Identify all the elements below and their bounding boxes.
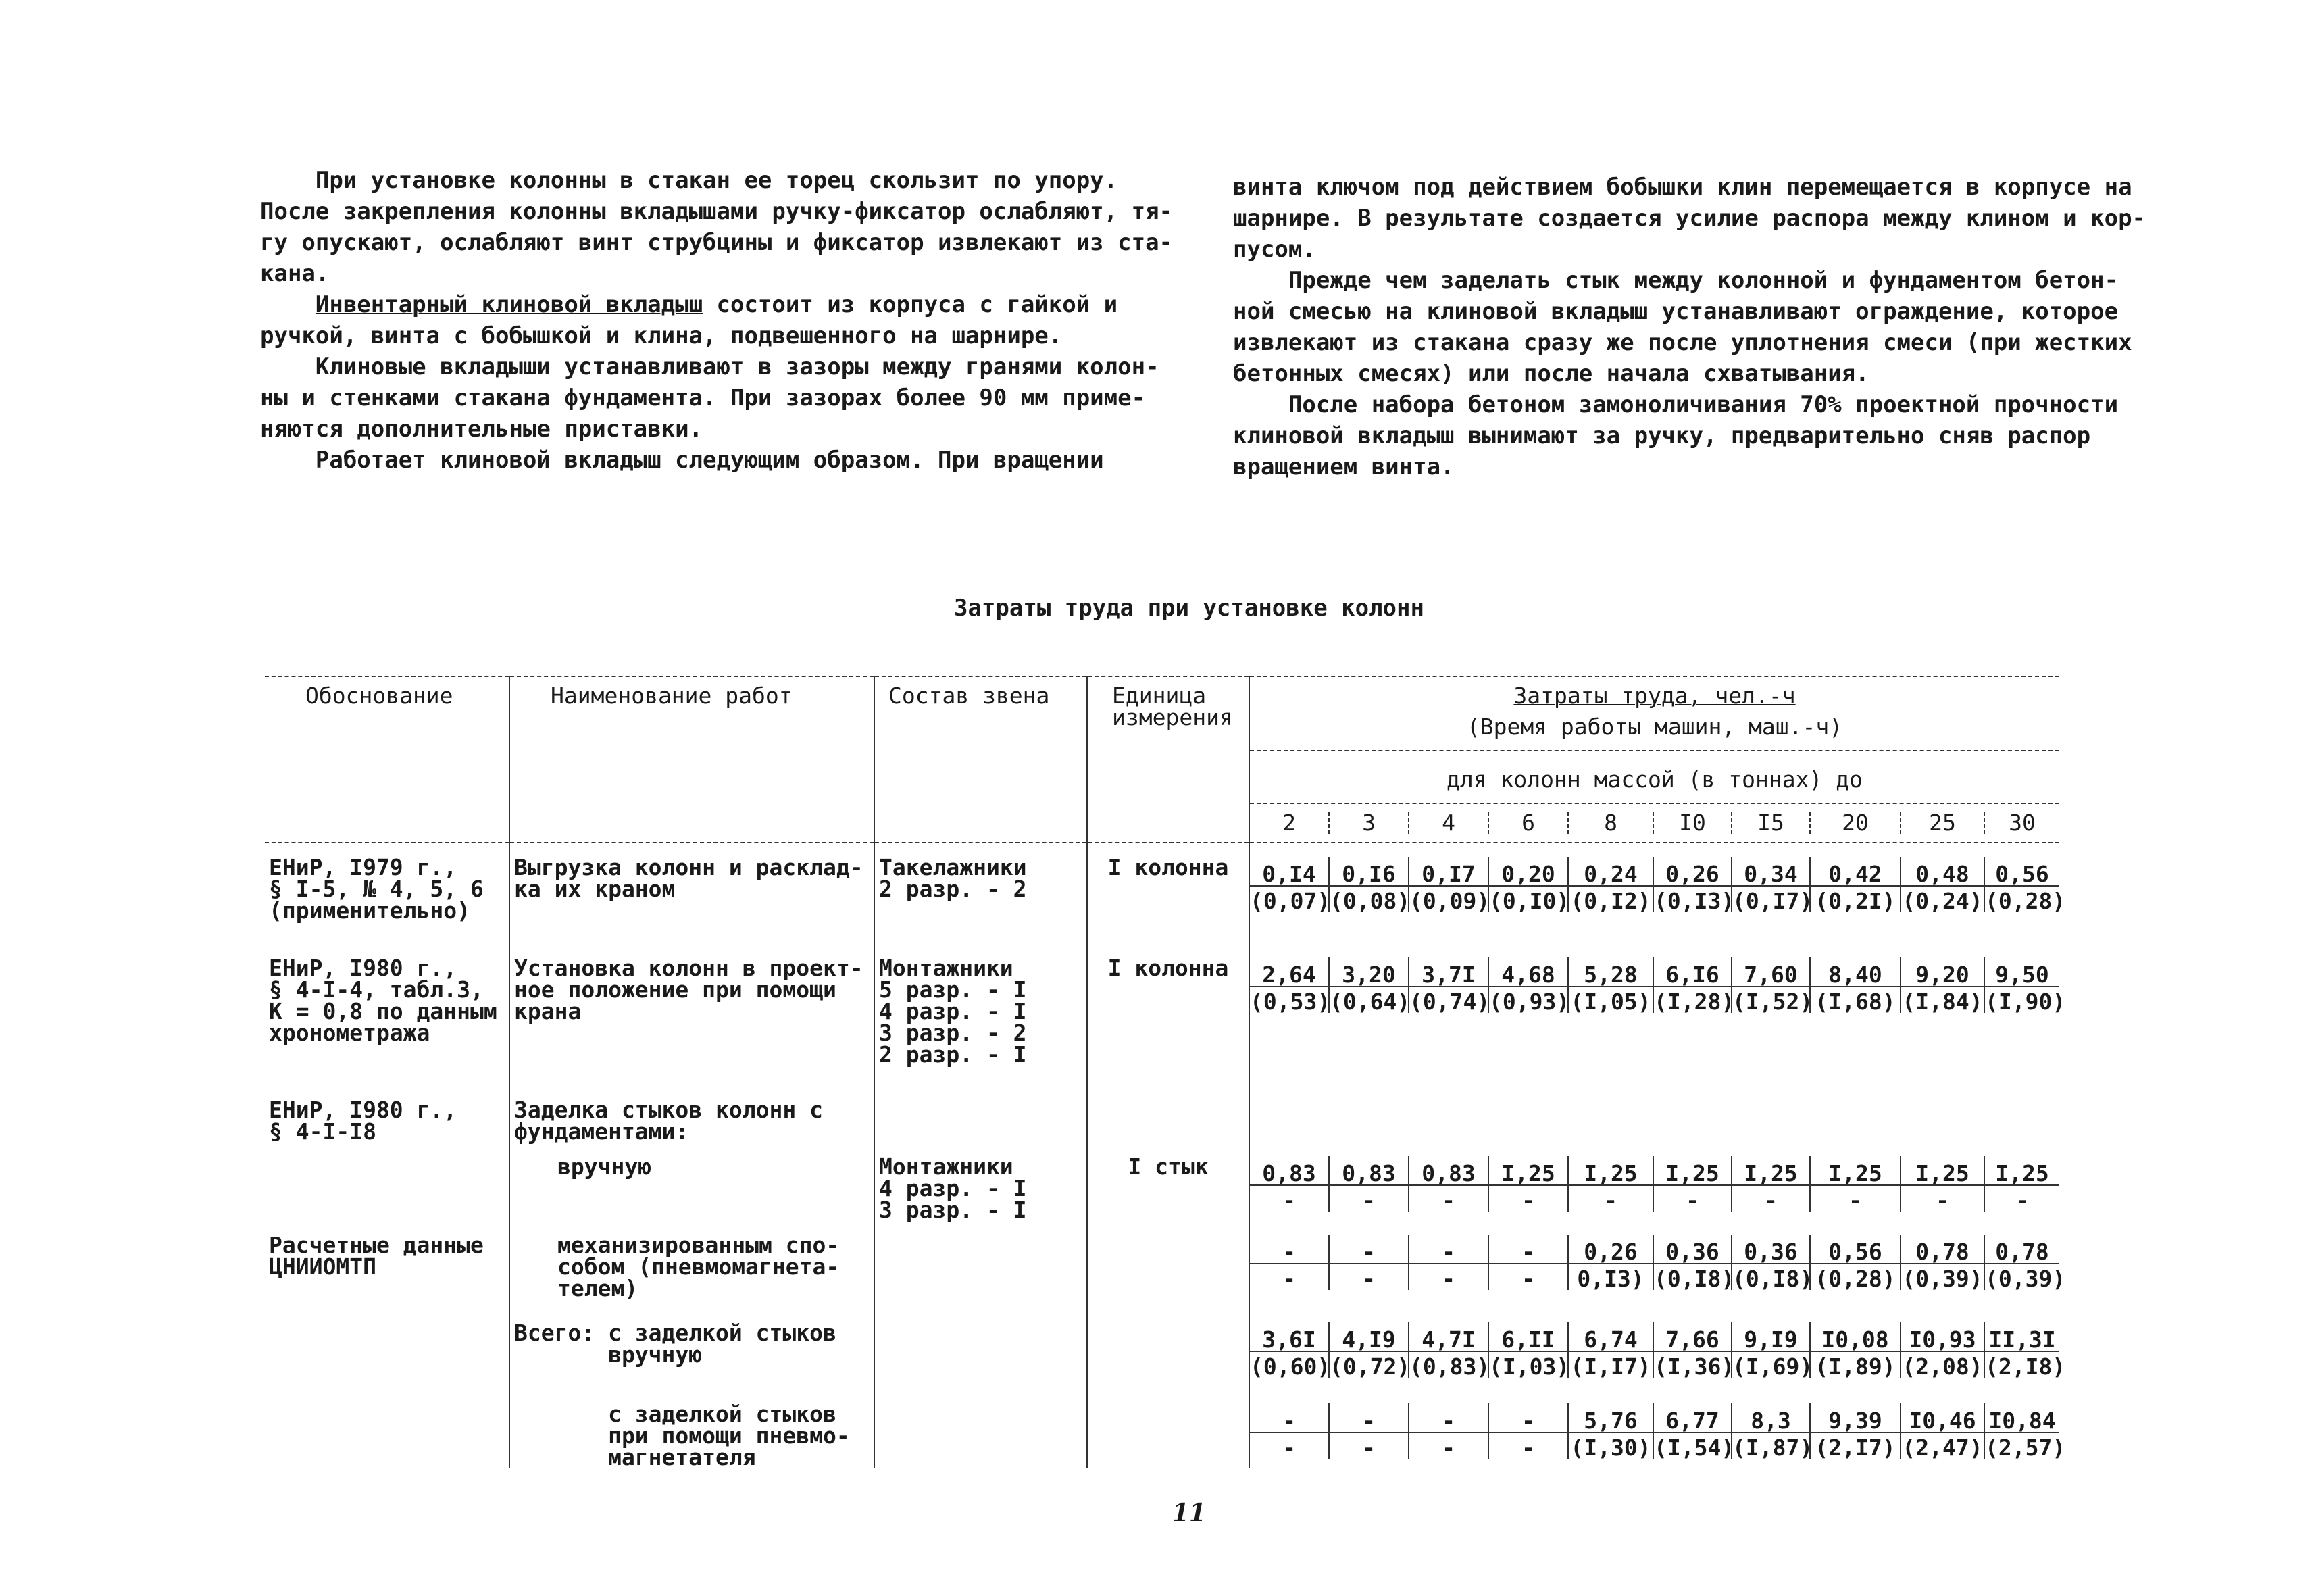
labor-value: 4,68 bbox=[1489, 957, 1567, 987]
machine-time-value: (I,03) bbox=[1489, 1353, 1570, 1380]
text-line: ной смесью на клиновой вкладыш устанавливают ограждение, которое bbox=[1233, 298, 2119, 325]
machine-time-value: (0,74) bbox=[1409, 989, 1490, 1015]
labor-value: 9,50 bbox=[1985, 957, 2059, 987]
value-cell bbox=[1811, 857, 1901, 912]
machine-time-value: - bbox=[1521, 1187, 1535, 1214]
cell-basis bbox=[265, 1309, 509, 1390]
table-caption: Затраты труда при установке колонн bbox=[954, 595, 1424, 622]
value-cell bbox=[1250, 857, 1330, 912]
labor-value: 0,36 bbox=[1732, 1235, 1809, 1264]
cell-values bbox=[1249, 944, 2066, 1086]
machine-time-value: (2,I8) bbox=[1985, 1353, 2066, 1380]
machine-time-value: (0,93) bbox=[1489, 989, 1570, 1015]
labor-value: I0,93 bbox=[1901, 1322, 1984, 1352]
machine-time-value: (0,60) bbox=[1250, 1353, 1331, 1380]
value-cell bbox=[1409, 1322, 1489, 1378]
mass-header-cell: 4 bbox=[1409, 812, 1489, 834]
value-cell bbox=[1409, 1235, 1489, 1290]
cell-work: Всего: с заделкой стыков вручную bbox=[509, 1309, 874, 1390]
header-unit: Единица измерения bbox=[1087, 676, 1249, 843]
mass-header-cell: I5 bbox=[1732, 812, 1811, 834]
table-row bbox=[265, 1143, 2059, 1221]
machine-time-value: (I,05) bbox=[1570, 989, 1651, 1015]
cell-unit bbox=[1087, 1221, 1249, 1309]
value-cell bbox=[1409, 1156, 1489, 1212]
text-line: Клиновые вкладыши устанавливают в зазоры между гранями колон- bbox=[260, 353, 1159, 380]
cell-basis: Расчетные данные ЦНИИОМТП bbox=[265, 1221, 509, 1309]
value-cell bbox=[1654, 957, 1735, 1015]
labor-value: 6,II bbox=[1489, 1322, 1567, 1352]
table-row bbox=[265, 1086, 2059, 1143]
machine-time-value: (0,53) bbox=[1250, 989, 1331, 1015]
machine-time-value: (I,30) bbox=[1570, 1435, 1651, 1461]
header-crew: Состав звена bbox=[874, 676, 1087, 843]
cell-values bbox=[1249, 1390, 2066, 1468]
mass-header-cell: 2 bbox=[1250, 812, 1330, 834]
machine-time-value: (I,87) bbox=[1732, 1435, 1813, 1461]
cell-values bbox=[1249, 1309, 2066, 1390]
labor-value: - bbox=[1250, 1403, 1328, 1433]
machine-time-value: (2,I7) bbox=[1815, 1435, 1896, 1461]
machine-time-value: (I,I7) bbox=[1570, 1353, 1651, 1380]
value-cell bbox=[1569, 1403, 1654, 1459]
value-cell bbox=[1901, 1156, 1985, 1212]
value-cell bbox=[1811, 957, 1901, 1013]
value-cell bbox=[1901, 1235, 1985, 1290]
text-line: Работает клиновой вкладыш следующим образом. При вращении bbox=[260, 447, 1104, 474]
labor-value: 6,74 bbox=[1569, 1322, 1653, 1352]
mass-header-cell: 30 bbox=[2009, 809, 2036, 836]
labor-value: 5,28 bbox=[1569, 957, 1653, 987]
cell-basis: ЕНиР, I980 г., § 4-I-4, табл.3, К = 0,8 по данным хронометража bbox=[265, 944, 509, 1086]
value-cell bbox=[1732, 1322, 1811, 1378]
mass-header-cell: 8 bbox=[1569, 812, 1654, 834]
machine-time-value: 0,I3) bbox=[1577, 1266, 1644, 1292]
labor-value: II,3I bbox=[1985, 1322, 2059, 1352]
value-cell bbox=[1250, 1156, 1330, 1212]
value-cell bbox=[1985, 857, 2066, 914]
cell-basis: ЕНиР, I980 г., § 4-I-I8 bbox=[265, 1086, 509, 1143]
labor-value: I,25 bbox=[1654, 1156, 1731, 1186]
labor-value: I,25 bbox=[1985, 1156, 2059, 1186]
machine-time-value: (0,2I) bbox=[1815, 888, 1896, 914]
value-cell bbox=[1654, 1235, 1735, 1292]
machine-time-value: - bbox=[1282, 1187, 1296, 1214]
machine-time-value: (0,I0) bbox=[1489, 888, 1570, 914]
page-number: 11 bbox=[1172, 1499, 1207, 1527]
machine-time-value: (0,08) bbox=[1330, 888, 1411, 914]
value-cell bbox=[1732, 857, 1811, 912]
text-line: После набора бетоном замоноличивания 70% проектной прочности bbox=[1233, 391, 2119, 418]
value-cell bbox=[1489, 1235, 1569, 1290]
labor-value: 5,76 bbox=[1569, 1403, 1653, 1433]
header-cost-title: Затраты труда, чел.-ч bbox=[1513, 682, 1796, 709]
machine-time-value: (I,89) bbox=[1815, 1353, 1896, 1380]
cell-unit: I колонна bbox=[1087, 944, 1249, 1086]
machine-time-value: (I,84) bbox=[1902, 989, 1983, 1015]
cell-work: Заделка стыков колонн с фундаментами: bbox=[509, 1086, 874, 1143]
machine-time-value: - bbox=[1282, 1435, 1296, 1461]
labor-value: 4,7I bbox=[1409, 1322, 1488, 1352]
machine-time-value: - bbox=[1442, 1435, 1455, 1461]
left-text-column bbox=[260, 165, 1173, 476]
cell-work: Установка колонн в проект- ное положение при помощи крана bbox=[509, 944, 874, 1086]
labor-value: 0,24 bbox=[1569, 857, 1653, 887]
machine-time-value: - bbox=[1442, 1187, 1455, 1214]
text-line: Прежде чем заделать стык между колонной и фундаментом бетон- bbox=[1233, 267, 2119, 294]
labor-value: 0,34 bbox=[1732, 857, 1809, 887]
machine-time-value: - bbox=[1521, 1435, 1535, 1461]
cell-basis bbox=[265, 1390, 509, 1468]
value-cell bbox=[1654, 1322, 1735, 1380]
table-row bbox=[265, 1221, 2059, 1309]
text-line: вращением винта. bbox=[1233, 453, 1455, 480]
text-line: извлекают из стакана сразу же после уплотнения смеси (при жестких bbox=[1233, 329, 2132, 356]
cell-crew: Монтажники 4 разр. - I 3 разр. - I bbox=[874, 1143, 1087, 1221]
cell-crew: Такелажники 2 разр. - 2 bbox=[874, 843, 1087, 944]
labor-value: 0,78 bbox=[1985, 1235, 2059, 1264]
cell-basis bbox=[265, 1143, 509, 1221]
value-cell bbox=[1901, 1322, 1985, 1378]
machine-time-value: (I,69) bbox=[1732, 1353, 1813, 1380]
machine-time-value: - bbox=[1282, 1266, 1296, 1292]
value-cell bbox=[1654, 1156, 1732, 1212]
machine-time-value: (I,90) bbox=[1985, 989, 2066, 1015]
labor-value: - bbox=[1330, 1403, 1408, 1433]
labor-value: - bbox=[1409, 1403, 1488, 1433]
labor-value: I,25 bbox=[1901, 1156, 1984, 1186]
labor-value: 9,I9 bbox=[1732, 1322, 1809, 1352]
cell-unit bbox=[1087, 1309, 1249, 1390]
machine-time-value: (I,36) bbox=[1654, 1353, 1735, 1380]
text-line: При установке колонны в стакан ее торец скользит по упору. bbox=[260, 167, 1118, 194]
machine-time-value: - bbox=[1848, 1187, 1862, 1214]
value-cell bbox=[1409, 857, 1489, 912]
labor-value: - bbox=[1250, 1235, 1328, 1264]
text-line: шарнире. В результате создается усилие распора между клином и кор- bbox=[1233, 205, 2146, 232]
labor-value: 0,I4 bbox=[1250, 857, 1328, 887]
value-cell bbox=[1330, 1322, 1409, 1378]
cell-values bbox=[1249, 1086, 2059, 1143]
value-cell bbox=[1489, 1322, 1569, 1378]
text-line: кана. bbox=[260, 260, 330, 287]
mass-header-cell: 20 bbox=[1811, 812, 1901, 834]
machine-time-value: (0,64) bbox=[1330, 989, 1411, 1015]
text-line: пусом. bbox=[1233, 236, 1316, 263]
mass-header-cells bbox=[1250, 803, 2059, 842]
machine-time-value: (0,I2) bbox=[1570, 888, 1651, 914]
labor-value: 0,83 bbox=[1330, 1156, 1408, 1186]
labor-value: 0,83 bbox=[1409, 1156, 1488, 1186]
value-cell bbox=[1811, 1403, 1901, 1459]
table-row bbox=[265, 843, 2059, 944]
table-row bbox=[265, 944, 2059, 1086]
value-cell bbox=[1811, 1156, 1901, 1212]
machine-time-value: (0,I7) bbox=[1732, 888, 1813, 914]
mass-header-cell: 25 bbox=[1901, 812, 1985, 834]
value-cell bbox=[1569, 857, 1654, 912]
value-cell bbox=[1901, 1403, 1985, 1459]
cell-work: вручную bbox=[509, 1143, 874, 1221]
labor-value: - bbox=[1489, 1235, 1567, 1264]
machine-time-value: - bbox=[1521, 1266, 1535, 1292]
mass-header-cell: 3 bbox=[1330, 812, 1409, 834]
table-row bbox=[265, 1309, 2059, 1390]
value-cell bbox=[1489, 1403, 1569, 1459]
text-line: ручкой, винта с бобышкой и клина, подвешенного на шарнире. bbox=[260, 322, 1063, 349]
cell-values bbox=[1249, 1143, 2059, 1221]
value-cell bbox=[1901, 957, 1985, 1013]
labor-value: 0,56 bbox=[1985, 857, 2059, 887]
value-cell bbox=[1489, 957, 1569, 1013]
machine-time-value: - bbox=[1362, 1266, 1376, 1292]
value-cell bbox=[1985, 957, 2066, 1015]
value-cell bbox=[1732, 1156, 1811, 1212]
machine-time-value: (0,07) bbox=[1250, 888, 1331, 914]
value-cell bbox=[1732, 1235, 1811, 1290]
labor-value: 0,26 bbox=[1654, 857, 1731, 887]
cell-crew bbox=[874, 1390, 1087, 1468]
machine-time-value: (0,83) bbox=[1409, 1353, 1490, 1380]
labor-value: 0,26 bbox=[1569, 1235, 1653, 1264]
labor-value: I,25 bbox=[1811, 1156, 1900, 1186]
value-cell bbox=[1250, 1403, 1330, 1459]
value-cell bbox=[1330, 857, 1409, 912]
value-cell bbox=[1985, 1322, 2066, 1380]
table-header bbox=[265, 676, 2059, 843]
machine-time-value: (0,72) bbox=[1330, 1353, 1411, 1380]
machine-time-value: - bbox=[2015, 1187, 2029, 1214]
labor-value: I,25 bbox=[1569, 1156, 1653, 1186]
machine-time-value: - bbox=[1604, 1187, 1617, 1214]
machine-time-value: (0,28) bbox=[1985, 888, 2066, 914]
machine-time-value: (0,I8) bbox=[1732, 1266, 1813, 1292]
value-cell bbox=[1489, 857, 1569, 912]
cell-values bbox=[1249, 843, 2066, 944]
labor-value: I0,08 bbox=[1811, 1322, 1900, 1352]
text-line: ны и стенками стакана фундамента. При зазорах более 90 мм приме- bbox=[260, 384, 1146, 412]
labor-value: 4,I9 bbox=[1330, 1322, 1408, 1352]
labor-value: 0,I6 bbox=[1330, 857, 1408, 887]
value-cell bbox=[1811, 1235, 1901, 1290]
cell-values bbox=[1249, 1221, 2066, 1309]
labor-value: I0,84 bbox=[1985, 1403, 2059, 1433]
header-basis: Обоснование bbox=[265, 676, 509, 843]
machine-time-value: (0,39) bbox=[1902, 1266, 1983, 1292]
machine-time-value: (2,08) bbox=[1902, 1353, 1983, 1380]
machine-time-value: (2,57) bbox=[1985, 1435, 2066, 1461]
labor-value: 0,78 bbox=[1901, 1235, 1984, 1264]
labor-value: 8,40 bbox=[1811, 957, 1900, 987]
cell-unit: I стык bbox=[1087, 1143, 1249, 1221]
header-mass-title: для колонн массой (в тоннах) до bbox=[1250, 750, 2059, 803]
text-line: винта ключом под действием бобышки клин перемещается в корпусе на bbox=[1233, 174, 2132, 201]
mass-header-cell: I0 bbox=[1654, 812, 1732, 834]
labor-value: 0,42 bbox=[1811, 857, 1900, 887]
cell-unit: I колонна bbox=[1087, 843, 1249, 944]
labor-value: I,25 bbox=[1489, 1156, 1567, 1186]
labor-value: 0,I7 bbox=[1409, 857, 1488, 887]
machine-time-value: (2,47) bbox=[1902, 1435, 1983, 1461]
value-cell bbox=[1330, 1235, 1409, 1290]
labor-value: - bbox=[1489, 1403, 1567, 1433]
machine-time-value: (0,28) bbox=[1815, 1266, 1896, 1292]
value-cell bbox=[1250, 1322, 1330, 1378]
right-text-column bbox=[1233, 172, 2146, 482]
cell-work: с заделкой стыков при помощи пневмо- магнетателя bbox=[509, 1390, 874, 1468]
labor-value: I0,46 bbox=[1901, 1403, 1984, 1433]
labor-value: 7,66 bbox=[1654, 1322, 1731, 1352]
value-cell bbox=[1569, 1322, 1654, 1378]
value-cell bbox=[1985, 1403, 2066, 1461]
cell-unit bbox=[1087, 1086, 1249, 1143]
table-row bbox=[265, 1390, 2059, 1468]
machine-time-value: (0,39) bbox=[1985, 1266, 2066, 1292]
value-cell bbox=[1569, 1235, 1654, 1290]
text-line: бетонных смесях) или после начала схватывания. bbox=[1233, 360, 1869, 387]
cell-work: механизированным спо- собом (пневмомагнета- телем) bbox=[509, 1221, 874, 1309]
machine-time-value: - bbox=[1686, 1187, 1699, 1214]
labor-value: 3,20 bbox=[1330, 957, 1408, 987]
labor-value: 0,20 bbox=[1489, 857, 1567, 887]
value-cell bbox=[1569, 1156, 1654, 1212]
cell-crew bbox=[874, 1309, 1087, 1390]
cell-basis: ЕНиР, I979 г., § I-5, № 4, 5, 6 (применительно) bbox=[265, 843, 509, 944]
machine-time-value: - bbox=[1362, 1187, 1376, 1214]
text-line: После закрепления колонны вкладышами ручку-фиксатор ослабляют, тя- bbox=[260, 198, 1174, 225]
machine-time-value: (0,I8) bbox=[1654, 1266, 1735, 1292]
labor-value: - bbox=[1409, 1235, 1488, 1264]
cell-crew bbox=[874, 1221, 1087, 1309]
value-cell bbox=[1732, 957, 1811, 1013]
value-cell bbox=[1330, 1156, 1409, 1212]
text-line: няются дополнительные приставки. bbox=[260, 416, 703, 443]
value-cell bbox=[1985, 1156, 2059, 1212]
value-cell bbox=[1811, 1322, 1901, 1378]
cell-work: Выгрузка колонн и расклад- ка их краном bbox=[509, 843, 874, 944]
text-line: гу опускают, ослабляют винт струбцины и фиксатор извлекают из ста- bbox=[260, 229, 1174, 256]
labor-value: - bbox=[1330, 1235, 1408, 1264]
labor-value: 3,6I bbox=[1250, 1322, 1328, 1352]
underlined-term: Инвентарный клиновой вкладыш bbox=[315, 291, 703, 318]
labor-value: 3,7I bbox=[1409, 957, 1488, 987]
labor-value: 8,3 bbox=[1732, 1403, 1809, 1433]
labor-value: 7,60 bbox=[1732, 957, 1809, 987]
labor-value: 9,39 bbox=[1811, 1403, 1900, 1433]
machine-time-value: (I,52) bbox=[1732, 989, 1813, 1015]
labor-value: 0,48 bbox=[1901, 857, 1984, 887]
text-line: клиновой вкладыш вынимают за ручку, предварительно сняв распор bbox=[1233, 422, 2091, 449]
value-cell bbox=[1409, 957, 1489, 1013]
machine-time-value: (I,54) bbox=[1654, 1435, 1735, 1461]
value-cell bbox=[1330, 1403, 1409, 1459]
machine-time-value: - bbox=[1936, 1187, 1949, 1214]
value-cell bbox=[1489, 1156, 1569, 1212]
cell-crew: Монтажники 5 разр. - I 4 разр. - I 3 разр. - 2 2 разр. - I bbox=[874, 944, 1087, 1086]
labor-value: 0,36 bbox=[1654, 1235, 1731, 1264]
header-costs bbox=[1249, 676, 2059, 843]
cell-crew bbox=[874, 1086, 1087, 1143]
machine-time-value: - bbox=[1442, 1266, 1455, 1292]
value-cell bbox=[1732, 1403, 1811, 1459]
header-work: Наименование работ bbox=[509, 676, 874, 843]
value-cell bbox=[1250, 1235, 1330, 1290]
machine-time-value: - bbox=[1764, 1187, 1778, 1214]
labor-cost-table bbox=[265, 676, 2066, 1470]
labor-value: 0,56 bbox=[1811, 1235, 1900, 1264]
value-cell bbox=[1654, 1403, 1735, 1461]
labor-value: 0,83 bbox=[1250, 1156, 1328, 1186]
text-line: Инвентарный клиновой вкладыш состоит из корпуса с гайкой и bbox=[315, 291, 1118, 318]
labor-value: 2,64 bbox=[1250, 957, 1328, 987]
machine-time-value: (0,09) bbox=[1409, 888, 1490, 914]
labor-value: 6,77 bbox=[1654, 1403, 1731, 1433]
labor-value: 6,I6 bbox=[1654, 957, 1731, 987]
machine-time-value: (I,68) bbox=[1815, 989, 1896, 1015]
header-cost-sub: (Время работы машин, маш.-ч) bbox=[1466, 714, 1843, 740]
value-cell bbox=[1250, 957, 1330, 1013]
labor-value: I,25 bbox=[1732, 1156, 1809, 1186]
machine-time-value: (0,24) bbox=[1902, 888, 1983, 914]
machine-time-value: (I,28) bbox=[1654, 989, 1735, 1015]
value-cell bbox=[1569, 957, 1654, 1013]
machine-time-value: (0,I3) bbox=[1654, 888, 1735, 914]
value-cell bbox=[1330, 957, 1409, 1013]
mass-header-cell: 6 bbox=[1489, 812, 1569, 834]
value-cell bbox=[1409, 1403, 1489, 1459]
value-cell bbox=[1901, 857, 1985, 912]
cell-unit bbox=[1087, 1390, 1249, 1468]
labor-value: 9,20 bbox=[1901, 957, 1984, 987]
value-cell bbox=[1654, 857, 1735, 914]
value-cell bbox=[1985, 1235, 2066, 1292]
machine-time-value: - bbox=[1362, 1435, 1376, 1461]
